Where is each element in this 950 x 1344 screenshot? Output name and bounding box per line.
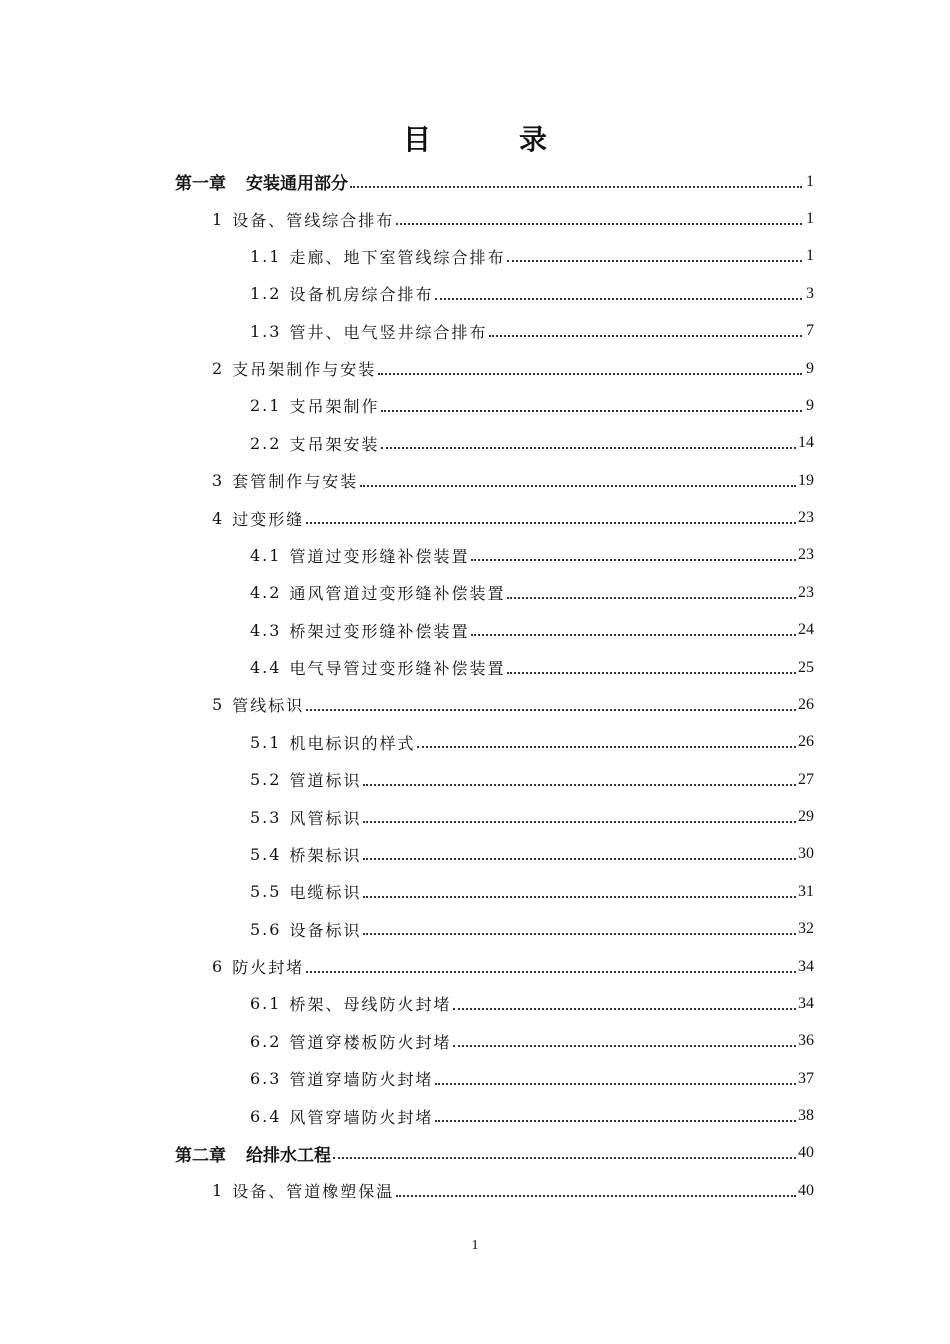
toc-subsection-entry[interactable] — [0, 985, 950, 1022]
toc-entry-number: 第一章 — [175, 174, 226, 195]
toc-dot-leader — [381, 410, 802, 412]
toc-subsection-entry[interactable] — [0, 425, 950, 462]
toc-dot-leader — [378, 373, 802, 375]
toc-entry-page: 3 — [806, 284, 814, 302]
toc-subsection-entry[interactable] — [0, 836, 950, 873]
toc-entry-page: 1 — [806, 247, 814, 265]
toc-dot-leader — [471, 634, 796, 636]
toc-entry-number: 5.4 — [250, 844, 282, 864]
toc-section-entry[interactable] — [0, 350, 950, 387]
toc-dot-leader — [363, 933, 796, 935]
toc-entry-label: 设备标识 — [289, 920, 362, 940]
toc-entry-page: 26 — [798, 733, 814, 751]
toc-entry-label: 设备机房综合排布 — [289, 285, 434, 305]
toc-entry-label: 支吊架安装 — [289, 434, 380, 454]
toc-entry-number: 4.2 — [250, 583, 282, 603]
toc-entry-label: 管线标识 — [232, 696, 305, 716]
toc-subsection-entry[interactable] — [0, 798, 950, 835]
toc-dot-leader — [435, 298, 802, 300]
toc-entry-number: 1.3 — [250, 321, 282, 341]
toc-dot-leader — [396, 1195, 796, 1197]
toc-dot-leader — [363, 821, 796, 823]
toc-entry-label: 风管标识 — [289, 808, 362, 828]
toc-dot-leader — [489, 335, 802, 337]
toc-entry-page: 37 — [798, 1069, 814, 1087]
toc-entry-page: 9 — [806, 359, 814, 377]
toc-entry-label: 电缆标识 — [289, 883, 362, 903]
table-of-contents — [0, 163, 950, 1210]
toc-entry-label: 电气导管过变形缝补偿装置 — [289, 659, 506, 679]
toc-subsection-entry[interactable] — [0, 1023, 950, 1060]
toc-subsection-entry[interactable] — [0, 313, 950, 350]
toc-entry-label: 管道穿墙防火封堵 — [289, 1070, 434, 1090]
toc-entry-page: 19 — [798, 471, 814, 489]
toc-entry-label: 桥架过变形缝补偿装置 — [289, 621, 470, 641]
toc-entry-number: 6 — [212, 957, 225, 977]
toc-entry-page: 34 — [798, 957, 814, 975]
toc-entry-number: 2.1 — [250, 396, 282, 416]
toc-entry-page: 1 — [806, 172, 814, 190]
toc-entry-label: 支吊架制作与安装 — [232, 360, 377, 380]
toc-entry-number: 4.4 — [250, 658, 282, 678]
toc-subsection-entry[interactable] — [0, 911, 950, 948]
toc-dot-leader — [507, 672, 796, 674]
toc-subsection-entry[interactable] — [0, 612, 950, 649]
toc-subsection-entry[interactable] — [0, 873, 950, 910]
toc-dot-leader — [306, 709, 796, 711]
toc-entry-label: 安装通用部分 — [246, 174, 348, 195]
toc-subsection-entry[interactable] — [0, 238, 950, 275]
toc-entry-label: 过变形缝 — [232, 509, 305, 529]
toc-entry-number: 6.4 — [250, 1106, 282, 1126]
toc-dot-leader — [333, 1157, 796, 1159]
toc-dot-leader — [435, 1083, 796, 1085]
toc-dot-leader — [453, 1008, 796, 1010]
toc-entry-number: 2.2 — [250, 433, 282, 453]
toc-entry-page: 40 — [798, 1144, 814, 1162]
toc-subsection-entry[interactable] — [0, 649, 950, 686]
toc-entry-page: 7 — [806, 322, 814, 340]
toc-entry-label: 防火封堵 — [232, 958, 305, 978]
toc-section-entry[interactable] — [0, 499, 950, 536]
toc-entry-page: 27 — [798, 770, 814, 788]
toc-dot-leader — [350, 186, 802, 188]
toc-entry-page: 26 — [798, 695, 814, 713]
toc-subsection-entry[interactable] — [0, 574, 950, 611]
toc-subsection-entry[interactable] — [0, 761, 950, 798]
toc-entry-number: 5.5 — [250, 882, 282, 902]
toc-entry-page: 23 — [798, 509, 814, 527]
toc-entry-number: 第二章 — [175, 1145, 226, 1166]
toc-section-entry[interactable] — [0, 948, 950, 985]
toc-entry-page: 38 — [798, 1107, 814, 1125]
toc-dot-leader — [363, 858, 796, 860]
toc-entry-number: 5.2 — [250, 770, 282, 790]
toc-subsection-entry[interactable] — [0, 537, 950, 574]
toc-entry-page: 14 — [798, 434, 814, 452]
toc-entry-number: 4 — [212, 508, 225, 528]
toc-section-entry[interactable] — [0, 1172, 950, 1209]
toc-entry-page: 1 — [806, 210, 814, 228]
toc-dot-leader — [435, 1120, 796, 1122]
toc-entry-label: 桥架、母线防火封堵 — [289, 995, 452, 1015]
toc-chapter-entry[interactable] — [0, 163, 950, 200]
toc-dot-leader — [306, 522, 796, 524]
toc-dot-leader — [396, 223, 802, 225]
toc-entry-page: 40 — [798, 1181, 814, 1199]
toc-entry-page: 29 — [798, 808, 814, 826]
toc-entry-page: 9 — [806, 396, 814, 414]
toc-entry-page: 30 — [798, 845, 814, 863]
toc-entry-number: 5.6 — [250, 919, 282, 939]
toc-section-entry[interactable] — [0, 686, 950, 723]
toc-entry-label: 管道标识 — [289, 771, 362, 791]
toc-entry-number: 1.2 — [250, 284, 282, 304]
toc-entry-number: 5.3 — [250, 807, 282, 827]
toc-entry-number: 1 — [212, 1181, 225, 1201]
toc-entry-page: 36 — [798, 1032, 814, 1050]
toc-entry-label: 设备、管道橡塑保温 — [232, 1182, 395, 1202]
toc-entry-number: 6.2 — [250, 1031, 282, 1051]
toc-entry-label: 管井、电气竖井综合排布 — [289, 322, 488, 342]
toc-entry-page: 32 — [798, 920, 814, 938]
toc-subsection-entry[interactable] — [0, 387, 950, 424]
toc-entry-label: 套管制作与安装 — [232, 472, 359, 492]
toc-entry-number: 4.3 — [250, 620, 282, 640]
toc-dot-leader — [363, 896, 796, 898]
toc-dot-leader — [360, 485, 796, 487]
toc-entry-label: 设备、管线综合排布 — [232, 210, 395, 230]
toc-dot-leader — [471, 559, 796, 561]
toc-entry-page: 24 — [798, 621, 814, 639]
toc-entry-number: 6.1 — [250, 994, 282, 1014]
toc-entry-number: 5.1 — [250, 732, 282, 752]
toc-entry-number: 2 — [212, 359, 225, 379]
toc-entry-page: 31 — [798, 882, 814, 900]
toc-subsection-entry[interactable] — [0, 1097, 950, 1134]
toc-subsection-entry[interactable] — [0, 1060, 950, 1097]
toc-entry-page: 34 — [798, 994, 814, 1012]
toc-section-entry[interactable] — [0, 462, 950, 499]
toc-entry-number: 6.3 — [250, 1069, 282, 1089]
toc-entry-number: 1.1 — [250, 246, 282, 266]
toc-entry-label: 管道穿楼板防火封堵 — [289, 1032, 452, 1052]
toc-entry-number: 5 — [212, 695, 225, 715]
toc-entry-page: 23 — [798, 546, 814, 564]
toc-entry-label: 机电标识的样式 — [289, 733, 416, 753]
toc-subsection-entry[interactable] — [0, 724, 950, 761]
toc-dot-leader — [453, 1045, 796, 1047]
toc-subsection-entry[interactable] — [0, 275, 950, 312]
toc-entry-label: 风管穿墙防火封堵 — [289, 1107, 434, 1127]
toc-entry-label: 桥架标识 — [289, 845, 362, 865]
toc-entry-label: 管道过变形缝补偿装置 — [289, 546, 470, 566]
toc-entry-label: 给排水工程 — [246, 1145, 331, 1166]
toc-entry-label: 通风管道过变形缝补偿装置 — [289, 584, 506, 604]
toc-dot-leader — [507, 597, 796, 599]
page-title: 目 录 — [402, 123, 577, 156]
toc-entry-page: 25 — [798, 658, 814, 676]
toc-dot-leader — [363, 784, 796, 786]
toc-entry-number: 4.1 — [250, 545, 282, 565]
toc-entry-label: 走廊、地下室管线综合排布 — [289, 247, 506, 267]
page-number-footer: 1 — [471, 1238, 479, 1253]
toc-dot-leader — [417, 746, 796, 748]
toc-entry-page: 23 — [798, 583, 814, 601]
toc-entry-number: 3 — [212, 471, 225, 491]
toc-dot-leader — [507, 260, 802, 262]
toc-section-entry[interactable] — [0, 200, 950, 237]
toc-chapter-entry[interactable] — [0, 1135, 950, 1172]
toc-entry-label: 支吊架制作 — [289, 397, 380, 417]
toc-dot-leader — [381, 447, 796, 449]
toc-dot-leader — [306, 971, 796, 973]
toc-entry-number: 1 — [212, 209, 225, 229]
